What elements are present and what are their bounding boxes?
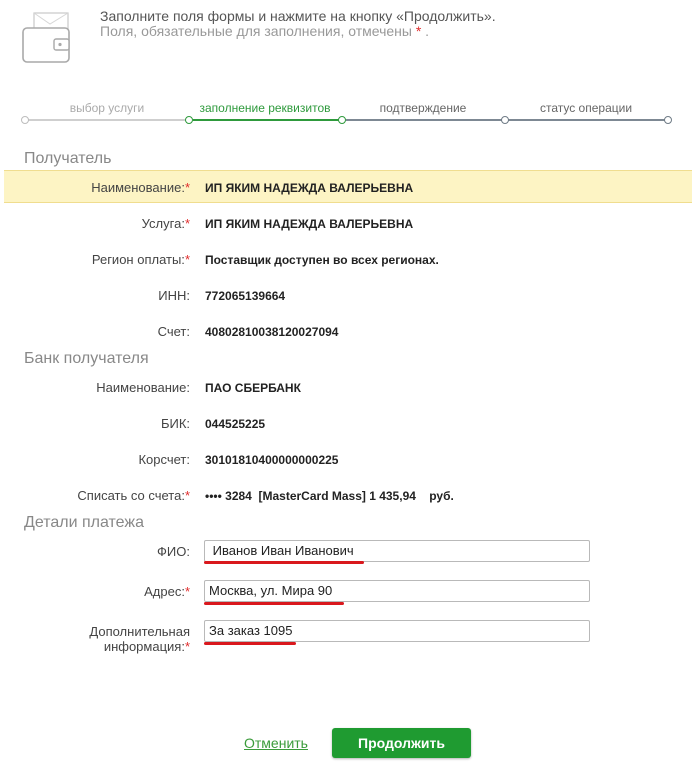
address-input[interactable]: Москва, ул. Мира 90 bbox=[204, 580, 590, 602]
cancel-link[interactable]: Отменить bbox=[244, 735, 308, 751]
section-payment-details: Детали платежа bbox=[24, 514, 144, 531]
red-underline bbox=[204, 642, 296, 645]
account-value: 40802810038120027094 bbox=[205, 325, 339, 339]
extra-info-label-line2: информация:* bbox=[103, 639, 190, 654]
bik-label: БИК: bbox=[160, 416, 190, 431]
section-bank: Банк получателя bbox=[24, 350, 149, 367]
step-dot bbox=[501, 116, 509, 124]
step-dot bbox=[21, 116, 29, 124]
step-fill-details: заполнение реквизитов bbox=[199, 101, 331, 115]
inn-value: 772065139664 bbox=[205, 289, 286, 303]
region-value: Поставщик доступен во всех регионах. bbox=[205, 253, 439, 267]
region-label: Регион оплаты:* bbox=[91, 252, 190, 267]
bank-name-value: ПАО СБЕРБАНК bbox=[205, 381, 301, 395]
extra-info-label-line1: Дополнительная bbox=[89, 624, 190, 639]
step-dot bbox=[338, 116, 346, 124]
section-recipient: Получатель bbox=[24, 150, 112, 167]
bik-value: 044525225 bbox=[205, 417, 266, 431]
service-value: ИП ЯКИМ НАДЕЖДА ВАЛЕРЬЕВНА bbox=[205, 217, 414, 231]
inn-label: ИНН: bbox=[158, 288, 190, 303]
corr-account-label: Корсчет: bbox=[138, 452, 190, 467]
continue-button[interactable]: Продолжить bbox=[332, 728, 471, 758]
address-label: Адрес:* bbox=[144, 584, 190, 599]
bank-name-label: Наименование: bbox=[96, 380, 190, 395]
required-note: Поля, обязательные для заполнения, отмечены * . bbox=[100, 23, 430, 39]
wallet-icon bbox=[20, 10, 82, 66]
debit-account-label: Списать со счета:* bbox=[77, 488, 190, 503]
corr-account-value: 30101810400000000225 bbox=[205, 453, 339, 467]
recipient-name-label: Наименование:* bbox=[91, 180, 190, 195]
debit-account-value: •••• 3284 [MasterCard Mass] 1 435,94 руб. bbox=[205, 489, 454, 503]
red-underline bbox=[204, 561, 364, 564]
step-confirmation: подтверждение bbox=[379, 101, 467, 115]
step-select-service: выбор услуги bbox=[69, 101, 145, 115]
service-label: Услуга:* bbox=[141, 216, 190, 231]
red-underline bbox=[204, 602, 344, 605]
recipient-name-value: ИП ЯКИМ НАДЕЖДА ВАЛЕРЬЕВНА bbox=[205, 181, 414, 195]
fio-label: ФИО: bbox=[157, 544, 190, 559]
step-status: статус операции bbox=[539, 101, 633, 115]
step-line-done bbox=[28, 119, 186, 121]
fio-input[interactable]: Иванов Иван Иванович bbox=[204, 540, 590, 562]
intro-text: Заполните поля формы и нажмите на кнопку «Продолжить». bbox=[100, 8, 496, 24]
step-line-active bbox=[193, 119, 339, 121]
account-label: Счет: bbox=[157, 324, 190, 339]
extra-info-input[interactable]: За заказ 1095 bbox=[204, 620, 590, 642]
step-dot bbox=[664, 116, 672, 124]
step-dot bbox=[185, 116, 193, 124]
